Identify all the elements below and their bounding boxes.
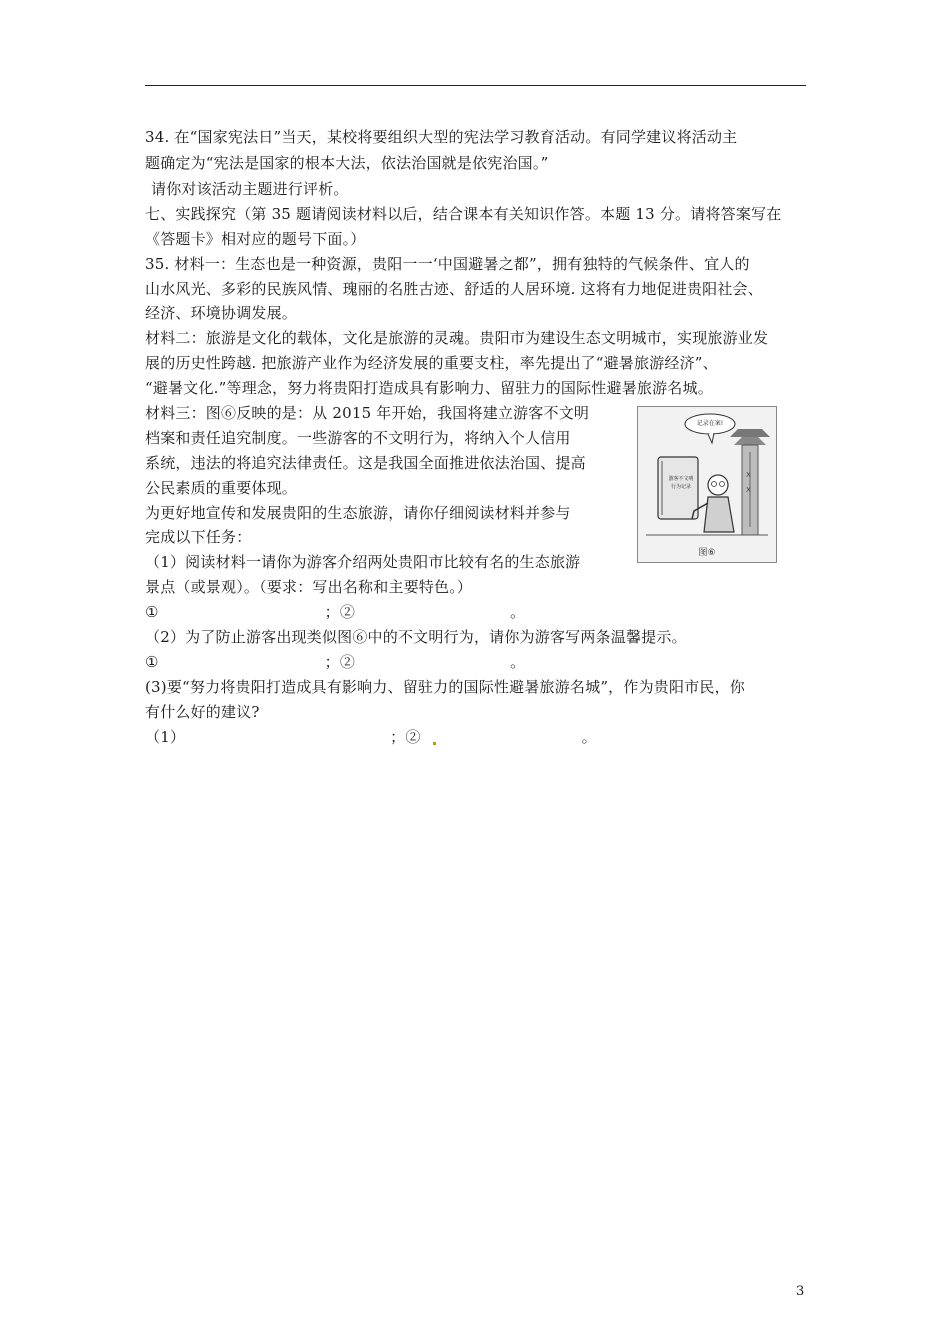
svg-text:X: X xyxy=(746,486,751,494)
material3-line-1: 材料三：图⑥反映的是：从 2015 年开始，我国将建立游客不文明 xyxy=(145,404,590,422)
cartoon-illustration xyxy=(638,407,776,562)
answer-line-3 xyxy=(145,727,597,747)
task-line-1: 为更好地宣传和发展贵阳的生态旅游，请你仔细阅读材料并参与 xyxy=(145,504,571,522)
material2-line-1: 材料二：旅游是文化的载体，文化是旅游的灵魂。贵阳市为建设生态文明城市，实现旅游业发 xyxy=(145,329,769,347)
answer-separator: ；② xyxy=(390,728,421,746)
answer-marker: ① xyxy=(145,653,159,671)
section7-line-1: 七、实践探究（第 35 题请阅读材料以后，结合课本有关知识作答。本题 13 分。请将答案写在 xyxy=(145,205,782,223)
figure-caption: 图⑥ xyxy=(698,548,716,558)
figure-6-cartoon xyxy=(637,406,777,563)
svg-text:X: X xyxy=(746,471,751,479)
answer-marker: （1） xyxy=(145,728,186,746)
material1-line-1: 35. 材料一：生态也是一种资源，贵阳一一‘中国避暑之都”，拥有独特的气候条件、宜人的 xyxy=(145,255,750,273)
answer-line-1 xyxy=(145,602,525,622)
stray-mark xyxy=(433,742,436,745)
answer-marker: ① xyxy=(145,603,159,621)
sub-question-1-line-1: （1）阅读材料一请你为游客介绍两处贵阳市比较有名的生态旅游 xyxy=(145,553,581,571)
sub-question-3-line-1: (3)要“努力将贵阳打造成具有影响力、留驻力的国际性避暑旅游名城”，作为贵阳市民，你 xyxy=(145,678,745,696)
material1-line-3: 经济、环境协调发展。 xyxy=(145,304,298,322)
section7-line-2: 《答题卡》相对应的题号下面。） xyxy=(145,230,366,248)
material3-line-3: 系统，违法的将追究法律责任。这是我国全面推进依法治国、提高 xyxy=(145,454,586,472)
q34-line-1: 34. 在“国家宪法日”当天，某校将要组织大型的宪法学习教育活动。有同学建议将活动主 xyxy=(145,128,738,146)
answer-end: 。 xyxy=(581,728,597,746)
answer-separator: ；② xyxy=(324,653,356,671)
book-title-line-2: 行为记录 xyxy=(670,484,691,490)
book-title-line-1: 游客不文明 xyxy=(668,476,694,482)
answer-end: 。 xyxy=(510,603,526,621)
answer-end: 。 xyxy=(510,653,526,671)
header-rule xyxy=(145,85,806,86)
task-line-2: 完成以下任务： xyxy=(145,528,252,546)
q34-line-3: 请你对该活动主题进行评析。 xyxy=(151,180,349,198)
material2-line-2: 展的历史性跨越. 把旅游产业作为经济发展的重要支柱，率先提出了“避暑旅游经济”、 xyxy=(145,354,718,372)
material1-line-2: 山水风光、多彩的民族风情、瑰丽的名胜古迹、舒适的人居环境. 这将有力地促进贵阳社会、 xyxy=(145,280,763,298)
q34-line-2: 题确定为“宪法是国家的根本大法，依法治国就是依宪治国。” xyxy=(145,154,549,172)
material3-line-4: 公民素质的重要体现。 xyxy=(145,479,298,497)
page-number: 3 xyxy=(796,1284,805,1299)
speech-bubble-text: 记录在案! xyxy=(696,420,724,427)
sub-question-3-line-2: 有什么好的建议? xyxy=(145,703,260,721)
material2-line-3: “避暑文化.”等理念，努力将贵阳打造成具有影响力、留驻力的国际性避暑旅游名城。 xyxy=(145,379,713,397)
sub-question-1-line-2: 景点（或景观）。（要求：写出名称和主要特色。） xyxy=(145,578,473,596)
material3-line-2: 档案和责任追究制度。一些游客的不文明行为，将纳入个人信用 xyxy=(145,429,571,447)
answer-line-2 xyxy=(145,652,525,672)
answer-separator: ；② xyxy=(324,603,356,621)
sub-question-2-line-1: （2）为了防止游客出现类似图⑥中的不文明行为，请你为游客写两条温馨提示。 xyxy=(145,628,687,646)
